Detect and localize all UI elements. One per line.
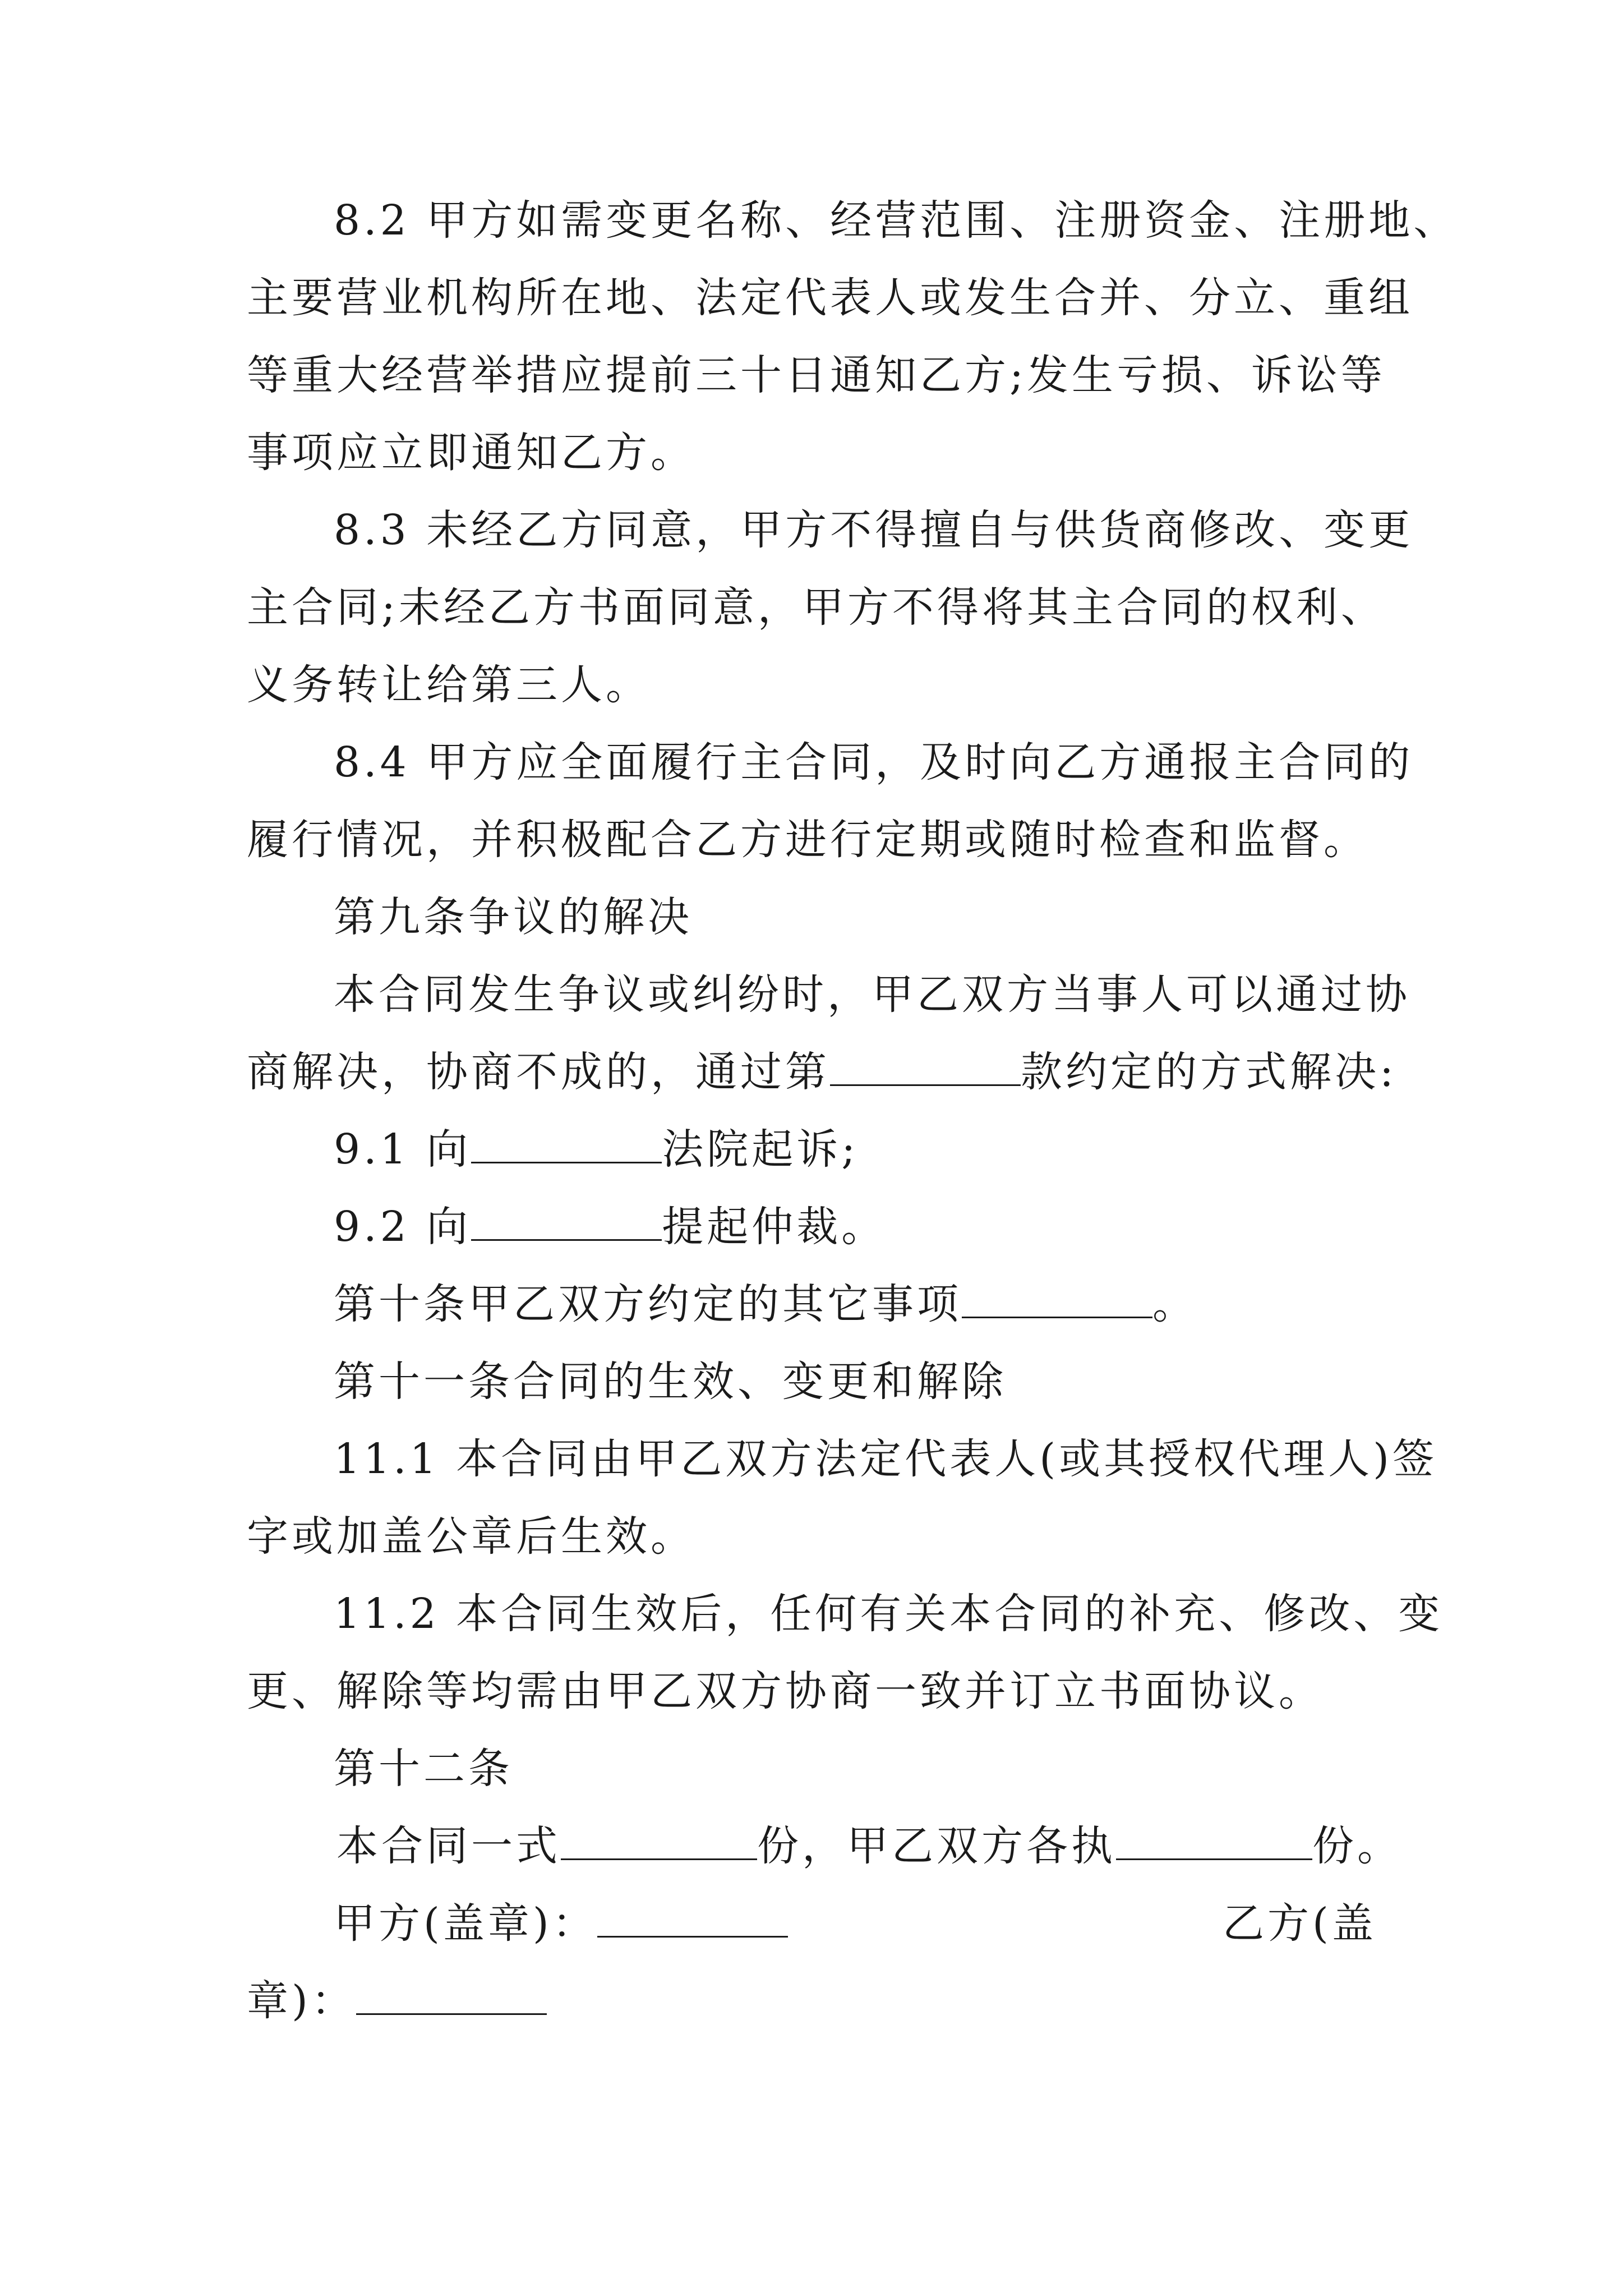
- clause-9-intro-before: 商解决，协商不成的，通过第: [247, 1048, 830, 1096]
- party-a-signature: [334, 1895, 788, 1952]
- clause-11-2-line-1: 11.2 本合同生效后，任何有关本合同的补充、修改、变: [334, 1590, 1444, 1638]
- party-b-signature: [247, 1973, 547, 2029]
- party-a-label: 甲方(盖章)：: [334, 1899, 597, 1948]
- clause-11-2-line-2: 更、解除等均需由甲乙双方协商一致并订立书面协议。: [247, 1667, 1324, 1715]
- clause-8-2-line-2: 主要营业机构所在地、法定代表人或发生合并、分立、重组: [247, 274, 1413, 322]
- clause-12-copies-part3: 份。: [1312, 1822, 1402, 1870]
- clause-12-copies: [336, 1818, 1402, 1874]
- clause-9-heading: 第九条争议的解决: [334, 893, 693, 941]
- fill-blank-other-matters[interactable]: [962, 1277, 1152, 1318]
- clause-9-2-before: 9.2 向: [334, 1203, 472, 1251]
- clause-9-2-after: 提起仲裁。: [662, 1203, 887, 1251]
- fill-blank-total-copies[interactable]: [561, 1819, 757, 1860]
- fill-blank-clause-number[interactable]: [830, 1045, 1021, 1086]
- clause-9-intro-after: 款约定的方式解决:: [1021, 1048, 1397, 1096]
- clause-8-4-line-2: 履行情况，并积极配合乙方进行定期或随时检查和监督。: [247, 816, 1368, 864]
- clause-9-1: [334, 1121, 859, 1177]
- clause-8-2-line-1: 8.2 甲方如需变更名称、经营范围、注册资金、注册地、: [334, 196, 1459, 245]
- clause-12-copies-part1: 本合同一式: [336, 1822, 561, 1870]
- clause-9-1-after: 法院起诉;: [662, 1125, 859, 1174]
- clause-10-after: 。: [1152, 1280, 1197, 1328]
- clause-8-2-line-4: 事项应立即通知乙方。: [247, 429, 695, 477]
- clause-10: [334, 1276, 1197, 1332]
- clause-9-intro-line-1: 本合同发生争议或纠纷时，甲乙双方当事人可以通过协: [334, 970, 1410, 1019]
- clause-8-3-line-2: 主合同;未经乙方书面同意，甲方不得将其主合同的权利、: [247, 583, 1386, 632]
- party-b-label-line-1: 乙方(盖: [1223, 1899, 1377, 1948]
- clause-9-1-before: 9.1 向: [334, 1125, 472, 1174]
- clause-10-before: 第十条甲乙双方约定的其它事项: [334, 1280, 962, 1328]
- clause-8-2-line-3: 等重大经营举措应提前三十日通知乙方;发生亏损、诉讼等: [247, 351, 1386, 399]
- party-b-label-line-2: 章)：: [247, 1977, 356, 2025]
- clause-8-3-line-1: 8.3 未经乙方同意，甲方不得擅自与供货商修改、变更: [334, 506, 1414, 554]
- clause-12-heading: 第十二条: [334, 1745, 513, 1793]
- clause-8-3-line-3: 义务转让给第三人。: [247, 661, 651, 709]
- clause-8-4-line-1: 8.4 甲方应全面履行主合同，及时向乙方通报主合同的: [334, 738, 1414, 786]
- fill-blank-copies-each[interactable]: [1116, 1819, 1312, 1860]
- clause-9-2: [334, 1199, 886, 1255]
- clause-9-intro-line-2: [247, 1044, 1397, 1100]
- clause-12-copies-part2: 份，甲乙双方各执: [757, 1822, 1116, 1870]
- clause-11-1-line-2: 字或加盖公章后生效。: [247, 1512, 695, 1561]
- clause-11-heading: 第十一条合同的生效、变更和解除: [334, 1358, 1007, 1406]
- fill-blank-party-a-seal[interactable]: [597, 1897, 788, 1938]
- fill-blank-court[interactable]: [471, 1122, 662, 1163]
- fill-blank-arbitration[interactable]: [471, 1200, 662, 1241]
- clause-11-1-line-1: 11.1 本合同由甲乙双方法定代表人(或其授权代理人)签: [334, 1435, 1438, 1483]
- fill-blank-party-b-seal[interactable]: [356, 1974, 547, 2015]
